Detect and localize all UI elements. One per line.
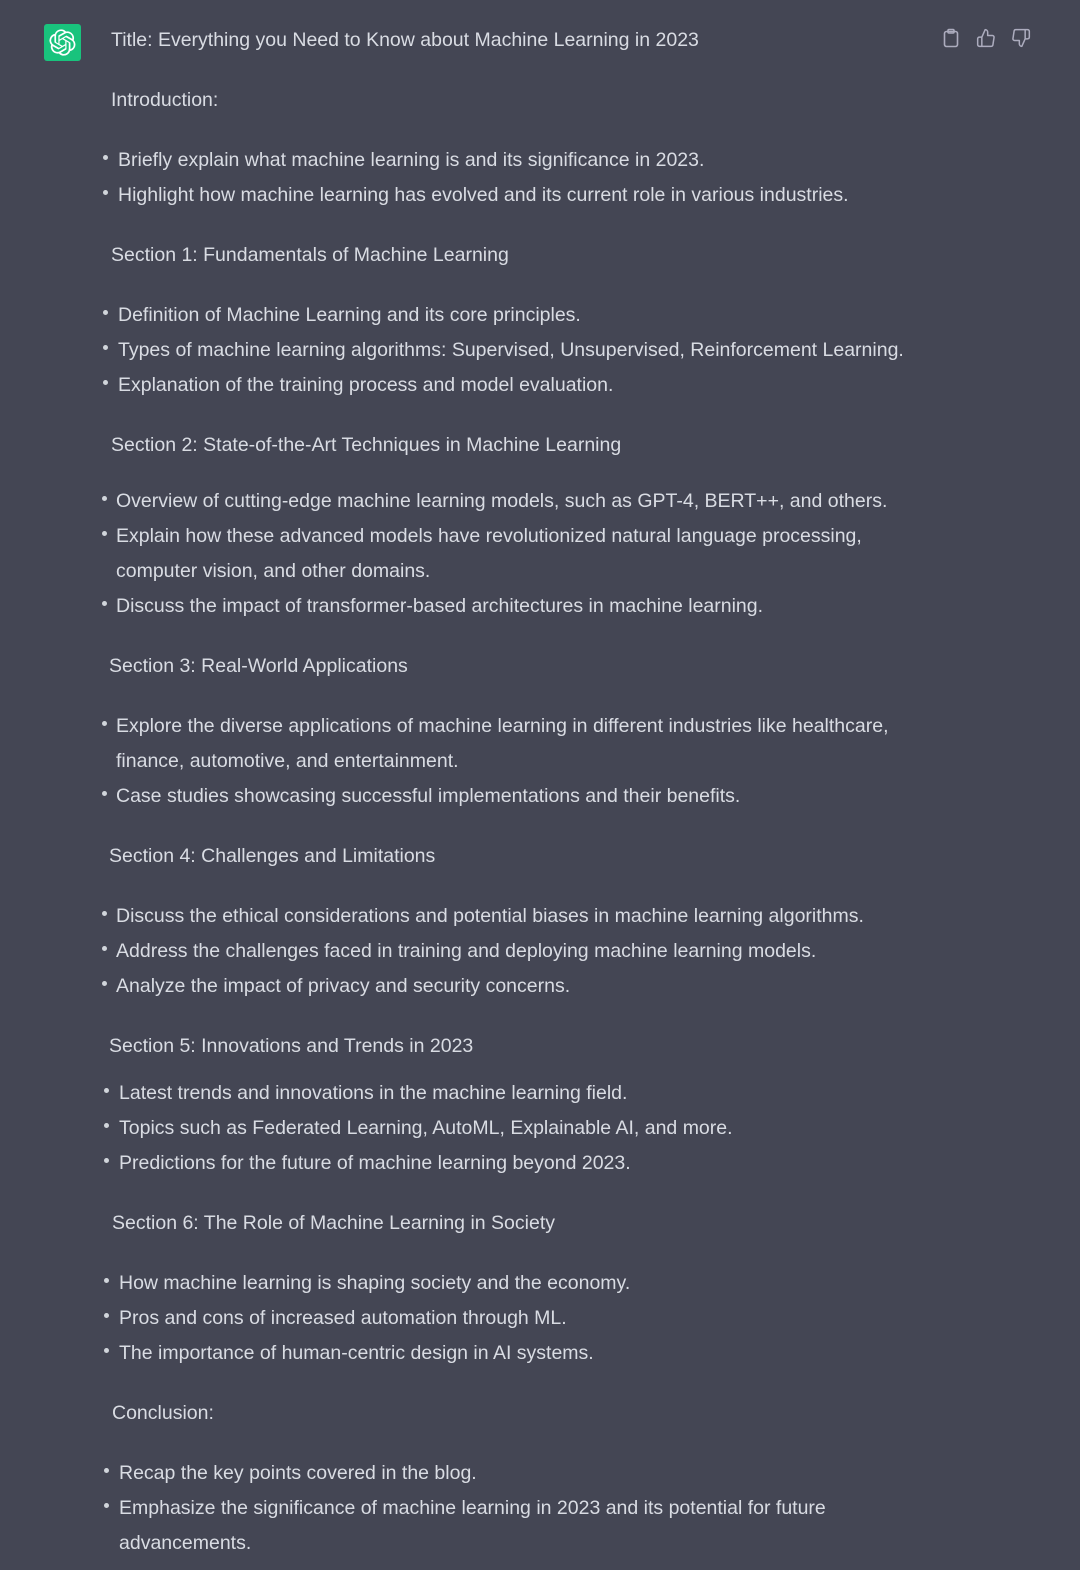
list-item-text: Briefly explain what machine learning is and its significance in 2023. (118, 149, 705, 171)
bullet-point (103, 190, 108, 195)
bullet-point (104, 1348, 109, 1353)
bullet-point (103, 155, 108, 160)
bullet-point (104, 1468, 109, 1473)
thumbs-up-icon (976, 28, 996, 48)
list-item-text: Types of machine learning algorithms: Supervised, Unsupervised, Reinforcement Learning. (118, 339, 904, 361)
list-item-text: Highlight how machine learning has evolved and its current role in various industries. (118, 184, 849, 206)
list-item-text: finance, automotive, and entertainment. (116, 750, 459, 772)
assistant-avatar (44, 24, 81, 61)
bullet-point (102, 946, 107, 951)
bullet-point (103, 310, 108, 315)
bullet-point (103, 345, 108, 350)
bullet-point (102, 911, 107, 916)
list-item-text: Discuss the impact of transformer-based architectures in machine learning. (116, 595, 764, 617)
bullet-point (104, 1158, 109, 1163)
list-item-text: Analyze the impact of privacy and security concerns. (116, 975, 571, 997)
list-item-text: Explanation of the training process and model evaluation. (118, 374, 614, 396)
list-item-text: Address the challenges faced in training and deploying machine learning models. (116, 940, 817, 962)
section-heading: Section 2: State-of-the-Art Techniques in Machine Learning (111, 434, 622, 456)
bullet-point (102, 601, 107, 606)
list-item-text: Latest trends and innovations in the machine learning field. (119, 1082, 628, 1104)
section-heading: Introduction: (111, 89, 219, 111)
section-heading: Section 5: Innovations and Trends in 2023 (109, 1035, 474, 1057)
bullet-point (103, 380, 108, 385)
list-item-text: Definition of Machine Learning and its core principles. (118, 304, 581, 326)
bullet-point (102, 496, 107, 501)
list-item-text: Discuss the ethical considerations and potential biases in machine learning algorithms. (116, 905, 864, 927)
bullet-point (102, 791, 107, 796)
list-item-text: Overview of cutting-edge machine learning models, such as GPT-4, BERT++, and others. (116, 490, 888, 512)
clipboard-icon (942, 28, 960, 48)
bullet-point (104, 1123, 109, 1128)
section-heading: Section 1: Fundamentals of Machine Learning (111, 244, 509, 266)
section-heading: Conclusion: (112, 1402, 214, 1424)
thumbs-up-button[interactable] (975, 26, 997, 50)
bullet-point (102, 721, 107, 726)
section-heading: Section 3: Real-World Applications (109, 655, 408, 677)
thumbs-down-icon (1011, 28, 1031, 48)
list-item-text: Explain how these advanced models have revolutionized natural language processing, (116, 525, 862, 547)
list-item-text: Recap the key points covered in the blog. (119, 1462, 477, 1484)
bullet-point (102, 981, 107, 986)
list-item-text: Pros and cons of increased automation through ML. (119, 1307, 567, 1329)
list-item-text: Emphasize the significance of machine learning in 2023 and its potential for future (119, 1497, 826, 1519)
bullet-point (102, 531, 107, 536)
section-heading: Section 4: Challenges and Limitations (109, 845, 436, 867)
list-item-text: Explore the diverse applications of machine learning in different industries like healthcare, (116, 715, 889, 737)
openai-logo-icon (49, 29, 76, 56)
list-item-text: How machine learning is shaping society and the economy. (119, 1272, 631, 1294)
message-title: Title: Everything you Need to Know about Machine Learning in 2023 (111, 29, 699, 51)
list-item-text: computer vision, and other domains. (116, 560, 431, 582)
bullet-point (104, 1088, 109, 1093)
list-item-text: Topics such as Federated Learning, AutoML, Explainable AI, and more. (119, 1117, 733, 1139)
message-actions (940, 26, 1032, 50)
list-item-text: Predictions for the future of machine learning beyond 2023. (119, 1152, 631, 1174)
bullet-point (104, 1313, 109, 1318)
section-heading: Section 6: The Role of Machine Learning in Society (112, 1212, 555, 1234)
list-item-text: advancements. (119, 1532, 252, 1554)
list-item-text: The importance of human-centric design in AI systems. (119, 1342, 594, 1364)
list-item-text: Case studies showcasing successful implementations and their benefits. (116, 785, 741, 807)
bullet-point (104, 1278, 109, 1283)
copy-button[interactable] (940, 26, 962, 50)
thumbs-down-button[interactable] (1010, 26, 1032, 50)
bullet-point (104, 1503, 109, 1508)
